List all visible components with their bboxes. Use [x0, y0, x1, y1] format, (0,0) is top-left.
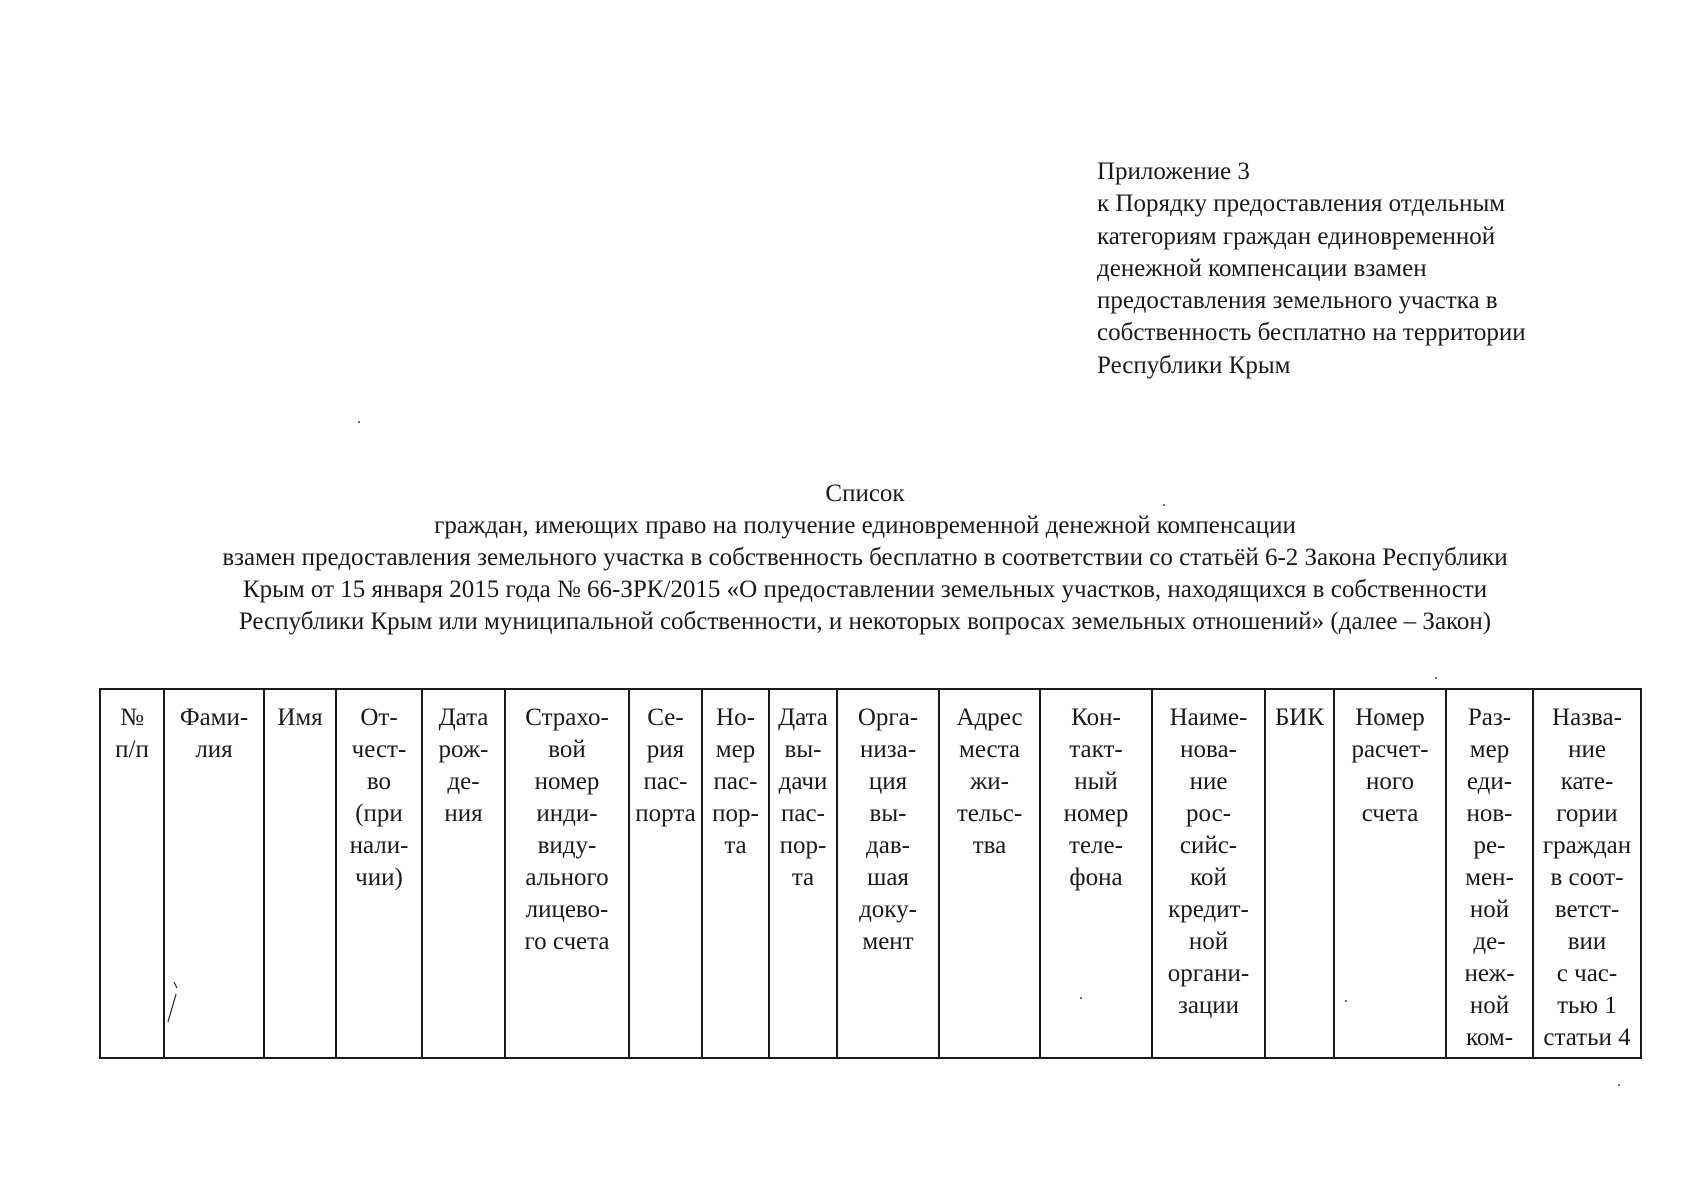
scan-speck [358, 421, 360, 423]
column-header-number: № п/п [100, 689, 164, 1058]
column-header-account-number: Номер расчет- ного счета [1334, 689, 1446, 1058]
column-header-passport-number: Но- мер пас- пор- та [702, 689, 769, 1058]
document-heading [100, 478, 1630, 638]
heading-line: Крым от 15 января 2015 года № 66-ЗРК/2015 «О предоставлении земельных участков, находящихся в собственности [242, 576, 1488, 603]
column-header-phone: Кон- такт- ный номер теле- фона [1040, 689, 1152, 1058]
heading-line: граждан, имеющих право на получение единовременной денежной компенсации [434, 512, 1296, 539]
scan-speck [1345, 1000, 1347, 1002]
scan-speck [1080, 997, 1082, 999]
appendix-line: предоставления земельного участка в [1097, 287, 1498, 315]
appendix-line: Республики Крым [1097, 351, 1291, 379]
column-header-birth-date: Дата рож- де- ния [422, 689, 505, 1058]
column-header-passport-issue-date: Дата вы- дачи пас- пор- та [769, 689, 837, 1058]
appendix-line: категориям граждан единовременной [1097, 222, 1496, 250]
appendix-line: к Порядку предоставления отдельным [1097, 190, 1506, 218]
column-header-category-name: Назва- ние кате- гории граждан в соот- ветст- вии с час- тью 1 статьи 4 [1533, 689, 1641, 1058]
pen-stroke-mark [164, 980, 180, 1026]
appendix-line: Приложение 3 [1097, 158, 1250, 185]
column-header-surname: Фами- лия [164, 689, 264, 1058]
appendix-reference [1097, 156, 1657, 382]
heading-title: Список [825, 480, 905, 507]
column-header-compensation-amount: Раз- мер еди- нов- ре- мен- ной де- неж- ной ком- [1446, 689, 1533, 1058]
column-header-snils: Страхо- вой номер инди- виду- ального лицево- го счета [505, 689, 629, 1058]
citizens-list-table [99, 688, 1642, 1059]
column-header-bank-name: Наиме- нова- ние рос- сийс- кой кредит- ной органи- зации [1152, 689, 1265, 1058]
column-header-issuing-authority: Орга- низа- ция вы- дав- шая доку- мент [837, 689, 939, 1058]
column-header-passport-series: Се- рия пас- порта [629, 689, 702, 1058]
appendix-line: денежной компенсации взамен [1097, 254, 1427, 282]
heading-line: взамен предоставления земельного участка в собственность бесплатно в соответствии со статьёй 6-2 Закона Республики [222, 544, 1508, 571]
column-header-residence-address: Адрес места жи- тельс- тва [939, 689, 1040, 1058]
column-header-bik: БИК [1265, 689, 1334, 1058]
table-header-row [100, 689, 1641, 1058]
appendix-line: собственность бесплатно на территории [1097, 319, 1526, 347]
scan-speck [1163, 504, 1165, 506]
scan-speck [1435, 677, 1437, 679]
column-header-name: Имя [264, 689, 336, 1058]
scan-speck [1618, 1084, 1620, 1086]
column-header-patronymic: От- чест- во (при нали- чии) [336, 689, 422, 1058]
heading-line: Республики Крым или муниципальной собственности, и некоторых вопросах земельных отношений» (далее – Закон) [238, 608, 1492, 635]
